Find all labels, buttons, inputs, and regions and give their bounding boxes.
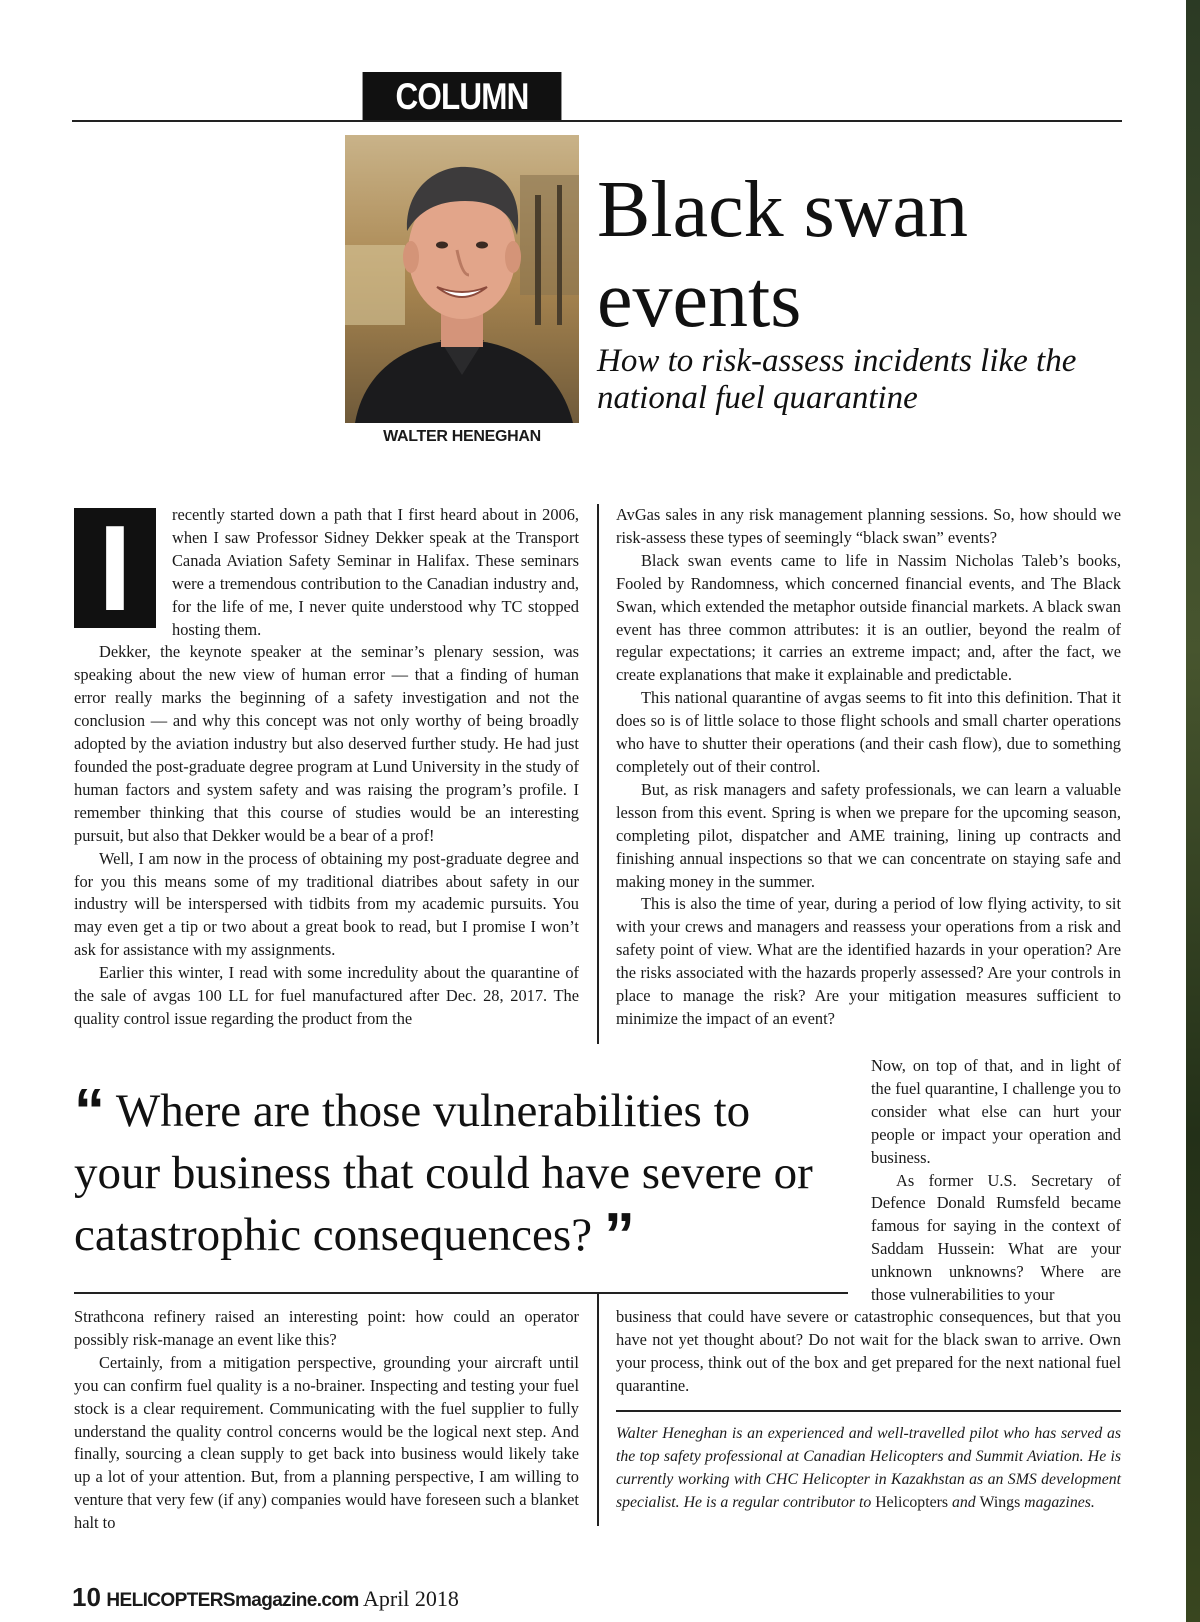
header-rule bbox=[72, 120, 1122, 122]
paragraph: Now, on top of that, and in light of the fuel quarantine, I challenge you to consider what else can hurt your people or impact your operation and business. bbox=[871, 1056, 1121, 1167]
paragraph: As former U.S. Secretary of Defence Donald Rumsfeld became famous for saying in the context of Saddam Hussein: What are your unknown unknowns? Where are those vulnerabilities to your bbox=[871, 1170, 1121, 1305]
column-divider bbox=[597, 504, 599, 1044]
open-quote-mark: “ bbox=[74, 1077, 105, 1146]
paragraph: Certainly, from a mitigation perspective, grounding your aircraft until you can confirm fuel quality is a no-brainer. Inspecting and testing your fuel stock is a clear requirement. Communicating with the fuel supplier to fully understand the quality control concerns would be the logical next step. And finally, sourcing a clean supply to get back into business would likely take up a lot of your attention. But, from a planning perspective, I am willing to venture that very few (if any) companies would have foreseen such a blanket halt to bbox=[74, 1352, 579, 1533]
page-number: 10 bbox=[72, 1582, 101, 1612]
issue-date: April 2018 bbox=[362, 1586, 459, 1611]
bio-rule bbox=[616, 1410, 1121, 1412]
author-byline: WALTER HENEGHAN bbox=[383, 428, 541, 445]
body-column-2-top bbox=[616, 504, 1121, 1031]
paragraph: Well, I am now in the process of obtaining my post-graduate degree and for you this means some of my traditional diatribes about safety in our industry will be interspersed with tidbits from my academic pursuits. You may even get a tip or two about a great book to read, but I promise I won’t ask for assistance with my assignments. bbox=[74, 848, 579, 960]
paragraph: business that could have severe or catastrophic consequences, but that you have not yet thought about? Do not wait for the black swan to arrive. Own your process, think out of the box and get prepared for the next national fuel quarantine. bbox=[616, 1307, 1121, 1395]
author-photo bbox=[345, 135, 579, 423]
paragraph: Black swan events came to life in Nassim Nicholas Taleb’s books, Fooled by Randomness, which concerned financial events, and The Black Swan, which extended the metaphor outside financial markets. A black swan event has three common attributes: it is an outlier, beyond the realm of regular expectations; it carries an extreme impact; and, after the fact, we create explanations that make it explainable and predictable. bbox=[616, 550, 1121, 685]
close-quote-mark: ” bbox=[603, 1201, 635, 1270]
body-column-1-top bbox=[74, 504, 579, 1031]
paragraph: AvGas sales in any risk management planning sessions. So, how should we risk-assess these types of seemingly “black swan” events? bbox=[616, 505, 1121, 547]
paragraph: Earlier this winter, I read with some incredulity about the quarantine of the sale of avgas 100 LL for fuel manufactured after Dec. 28, 2017. The quality control issue regarding the product from the bbox=[74, 963, 579, 1028]
paragraph: But, as risk managers and safety professionals, we can learn a valuable lesson from this event. Spring is when we prepare for the upcoming season, completing pilot, dispatcher and AME training, lining up contracts and finishing annual inspections so that we can concentrate on staying safe and making money in the summer. bbox=[616, 779, 1121, 891]
body-column-1-bottom bbox=[74, 1306, 579, 1535]
paragraph: This national quarantine of avgas seems to fit into this definition. That it does so is of little solace to those flight schools and small charter operations who have to shutter their operations (and their cash flow), due to something completely out of their control. bbox=[616, 688, 1121, 776]
pull-quote bbox=[74, 1077, 844, 1270]
author-bio: Walter Heneghan is an experienced and well-travelled pilot who has served as the top safety professional at Canadian Helicopters and Summit Aviation. He is currently working with CHC Helicopter in Kazakhstan as an SMS development specialist. He is a regular contributor to Helicopters and Wings magazines. bbox=[616, 1425, 1121, 1511]
magazine-site: HELICOPTERSmagazine.com bbox=[106, 1590, 359, 1611]
body-column-2-bottom bbox=[616, 1306, 1121, 1398]
paragraph: This is also the time of year, during a period of low flying activity, to sit with your crews and managers and reassess your operations from a risk and safety point of view. What are the identified hazards in your operation? Are the risks associated with the hazards properly assessed? Are your controls in place to manage the risk? Are your mitigation measures sufficient to minimize the impact of an event? bbox=[616, 894, 1121, 1028]
paragraph: recently started down a path that I first heard about in 2006, when I saw Professor Sidney Dekker speak at the Transport Canada Aviation Safety Seminar in Halifax. These seminars were a tremendous contribution to the Canadian industry and, for the life of me, I never quite understood why TC stopped hosting them. bbox=[172, 505, 579, 639]
body-column-2-narrow bbox=[871, 1055, 1121, 1307]
pull-quote-text: Where are those vulnerabilities to your business that could have severe or catastrophic consequences? bbox=[74, 1085, 813, 1261]
page-edge bbox=[1186, 0, 1200, 1622]
article-subtitle: How to risk-assess incidents like the national fuel quarantine bbox=[597, 343, 1077, 416]
paragraph: Strathcona refinery raised an interesting point: how could an operator possibly risk-manage an event like this? bbox=[74, 1307, 579, 1349]
paragraph: Dekker, the keynote speaker at the seminar’s plenary session, was speaking about the new view of human error — that a finding of human error really marks the beginning of a safety investigation and not the conclusion — and why this concept was not only worthy of being broadly adopted by the aviation industry but also deserved further study. He had just founded the post-graduate degree program at Lund University in the study of human factors and system safety and was raising the program’s profile. I remember thinking that this course of studies would be an interesting pursuit, but also that Dekker would be a bear of a prof! bbox=[74, 642, 579, 845]
page-footer bbox=[72, 1582, 459, 1616]
drop-cap: I bbox=[74, 508, 156, 628]
article-title: Black swan events bbox=[597, 166, 969, 344]
column-divider bbox=[597, 1292, 599, 1526]
section-label: COLUMN bbox=[363, 72, 562, 122]
pull-quote-rule bbox=[74, 1292, 848, 1294]
